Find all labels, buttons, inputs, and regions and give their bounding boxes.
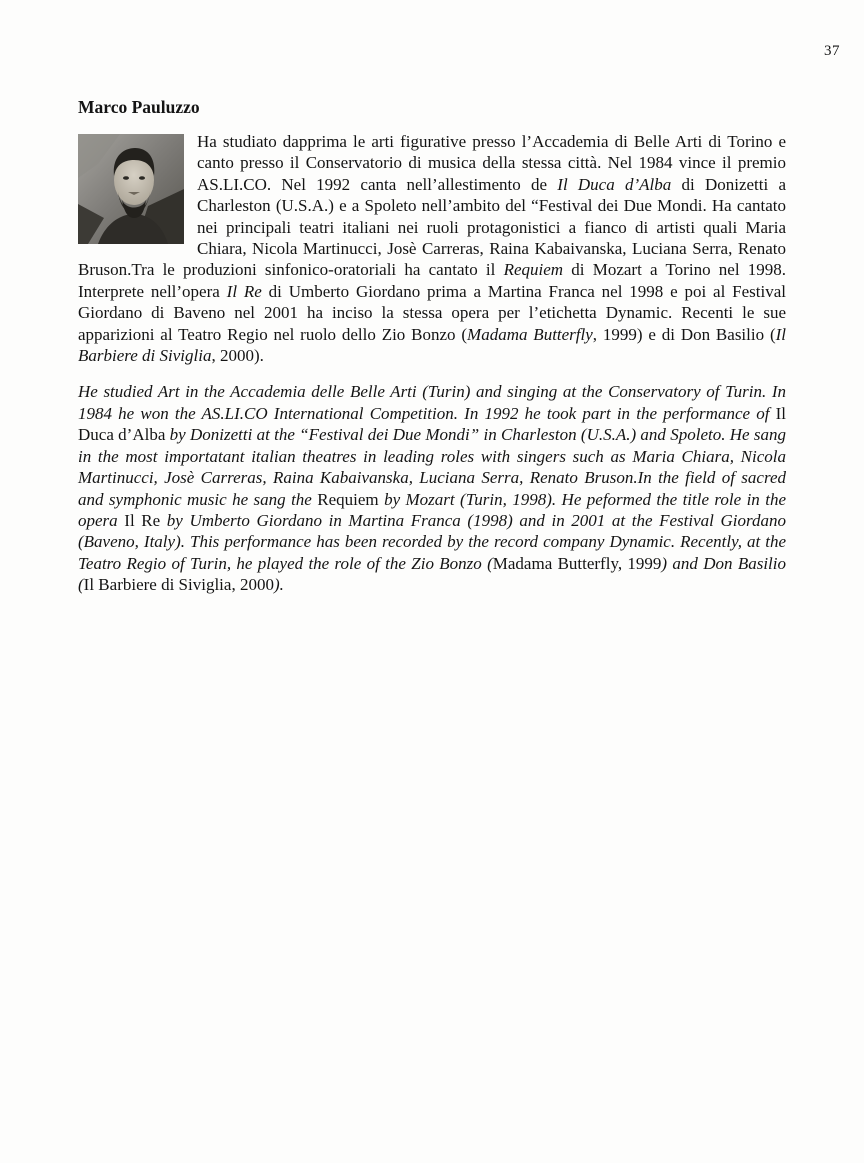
- bio-italian-text: Ha studiato dapprima le arti figurative presso l’Accademia di Belle Arti di Torino e canto presso il Conservatorio di musica della stessa città. Nel 1984 vince il premio AS.LI.CO. Nel 1992 canta nell’allestimento de Il Duca d’Alba di Donizetti a Charleston (U.S.A.) e a Spoleto nell’ambito del “Festival dei Due Mondi. Ha cantato nei principali teatri italiani nei ruoli protagonistici a fianco di artisti quali Maria Chiara, Nicola Martinucci, Josè Carreras, Raina Kabaivanska, Luciana Serra, Renato Bruson.Tra le produzioni sinfonico-oratoriali ha cantato il Requiem di Mozart a Torino nel 1998. Interprete nell’opera Il Re di Umberto Giordano prima a Martina Franca nel 1998 e poi al Festival Giordano di Baveno nel 2001 ha inciso la stessa opera per l’etichetta Dynamic. Recenti le sue apparizioni al Teatro Regio nel ruolo dello Zio Bonzo (Madama Butterfly, 1999) e di Don Basilio (Il Barbiere di Siviglia, 2000).: [78, 132, 787, 366]
- page-title: Marco Pauluzzo: [78, 97, 200, 117]
- bio-english-paragraph: [78, 381, 786, 595]
- bio-italian-paragraph: [78, 131, 786, 366]
- bio-english-text: He studied Art in the Accademia delle Belle Arti (Turin) and singing at the Conservatory of Turin. In 1984 he won the AS.LI.CO International Competition. In 1992 he took part in the performance of Il Duca d’Alba by Donizetti at the “Festival dei Due Mondi” in Charleston (U.S.A.) and Spoleto. He sang in the most importatant italian theatres in leading roles with singers such as Maria Chiara, Nicola Martinucci, Josè Carreras, Raina Kabaivanska, Luciana Serra, Renato Bruson.In the field of sacred and symphonic music he sang the Requiem by Mozart (Turin, 1998). He peformed the title role in the opera Il Re by Umberto Giordano in Martina Franca (1998) and in 2001 at the Festival Giordano (Baveno, Italy). This performance has been recorded by the record company Dynamic. Recently, at the Teatro Regio of Turin, he played the role of the Zio Bonzo (Madama Butterfly, 1999) and Don Basilio (Il Barbiere di Siviglia, 2000).: [78, 382, 787, 595]
- portrait-photo: [78, 134, 184, 244]
- page-number: 37: [824, 43, 840, 59]
